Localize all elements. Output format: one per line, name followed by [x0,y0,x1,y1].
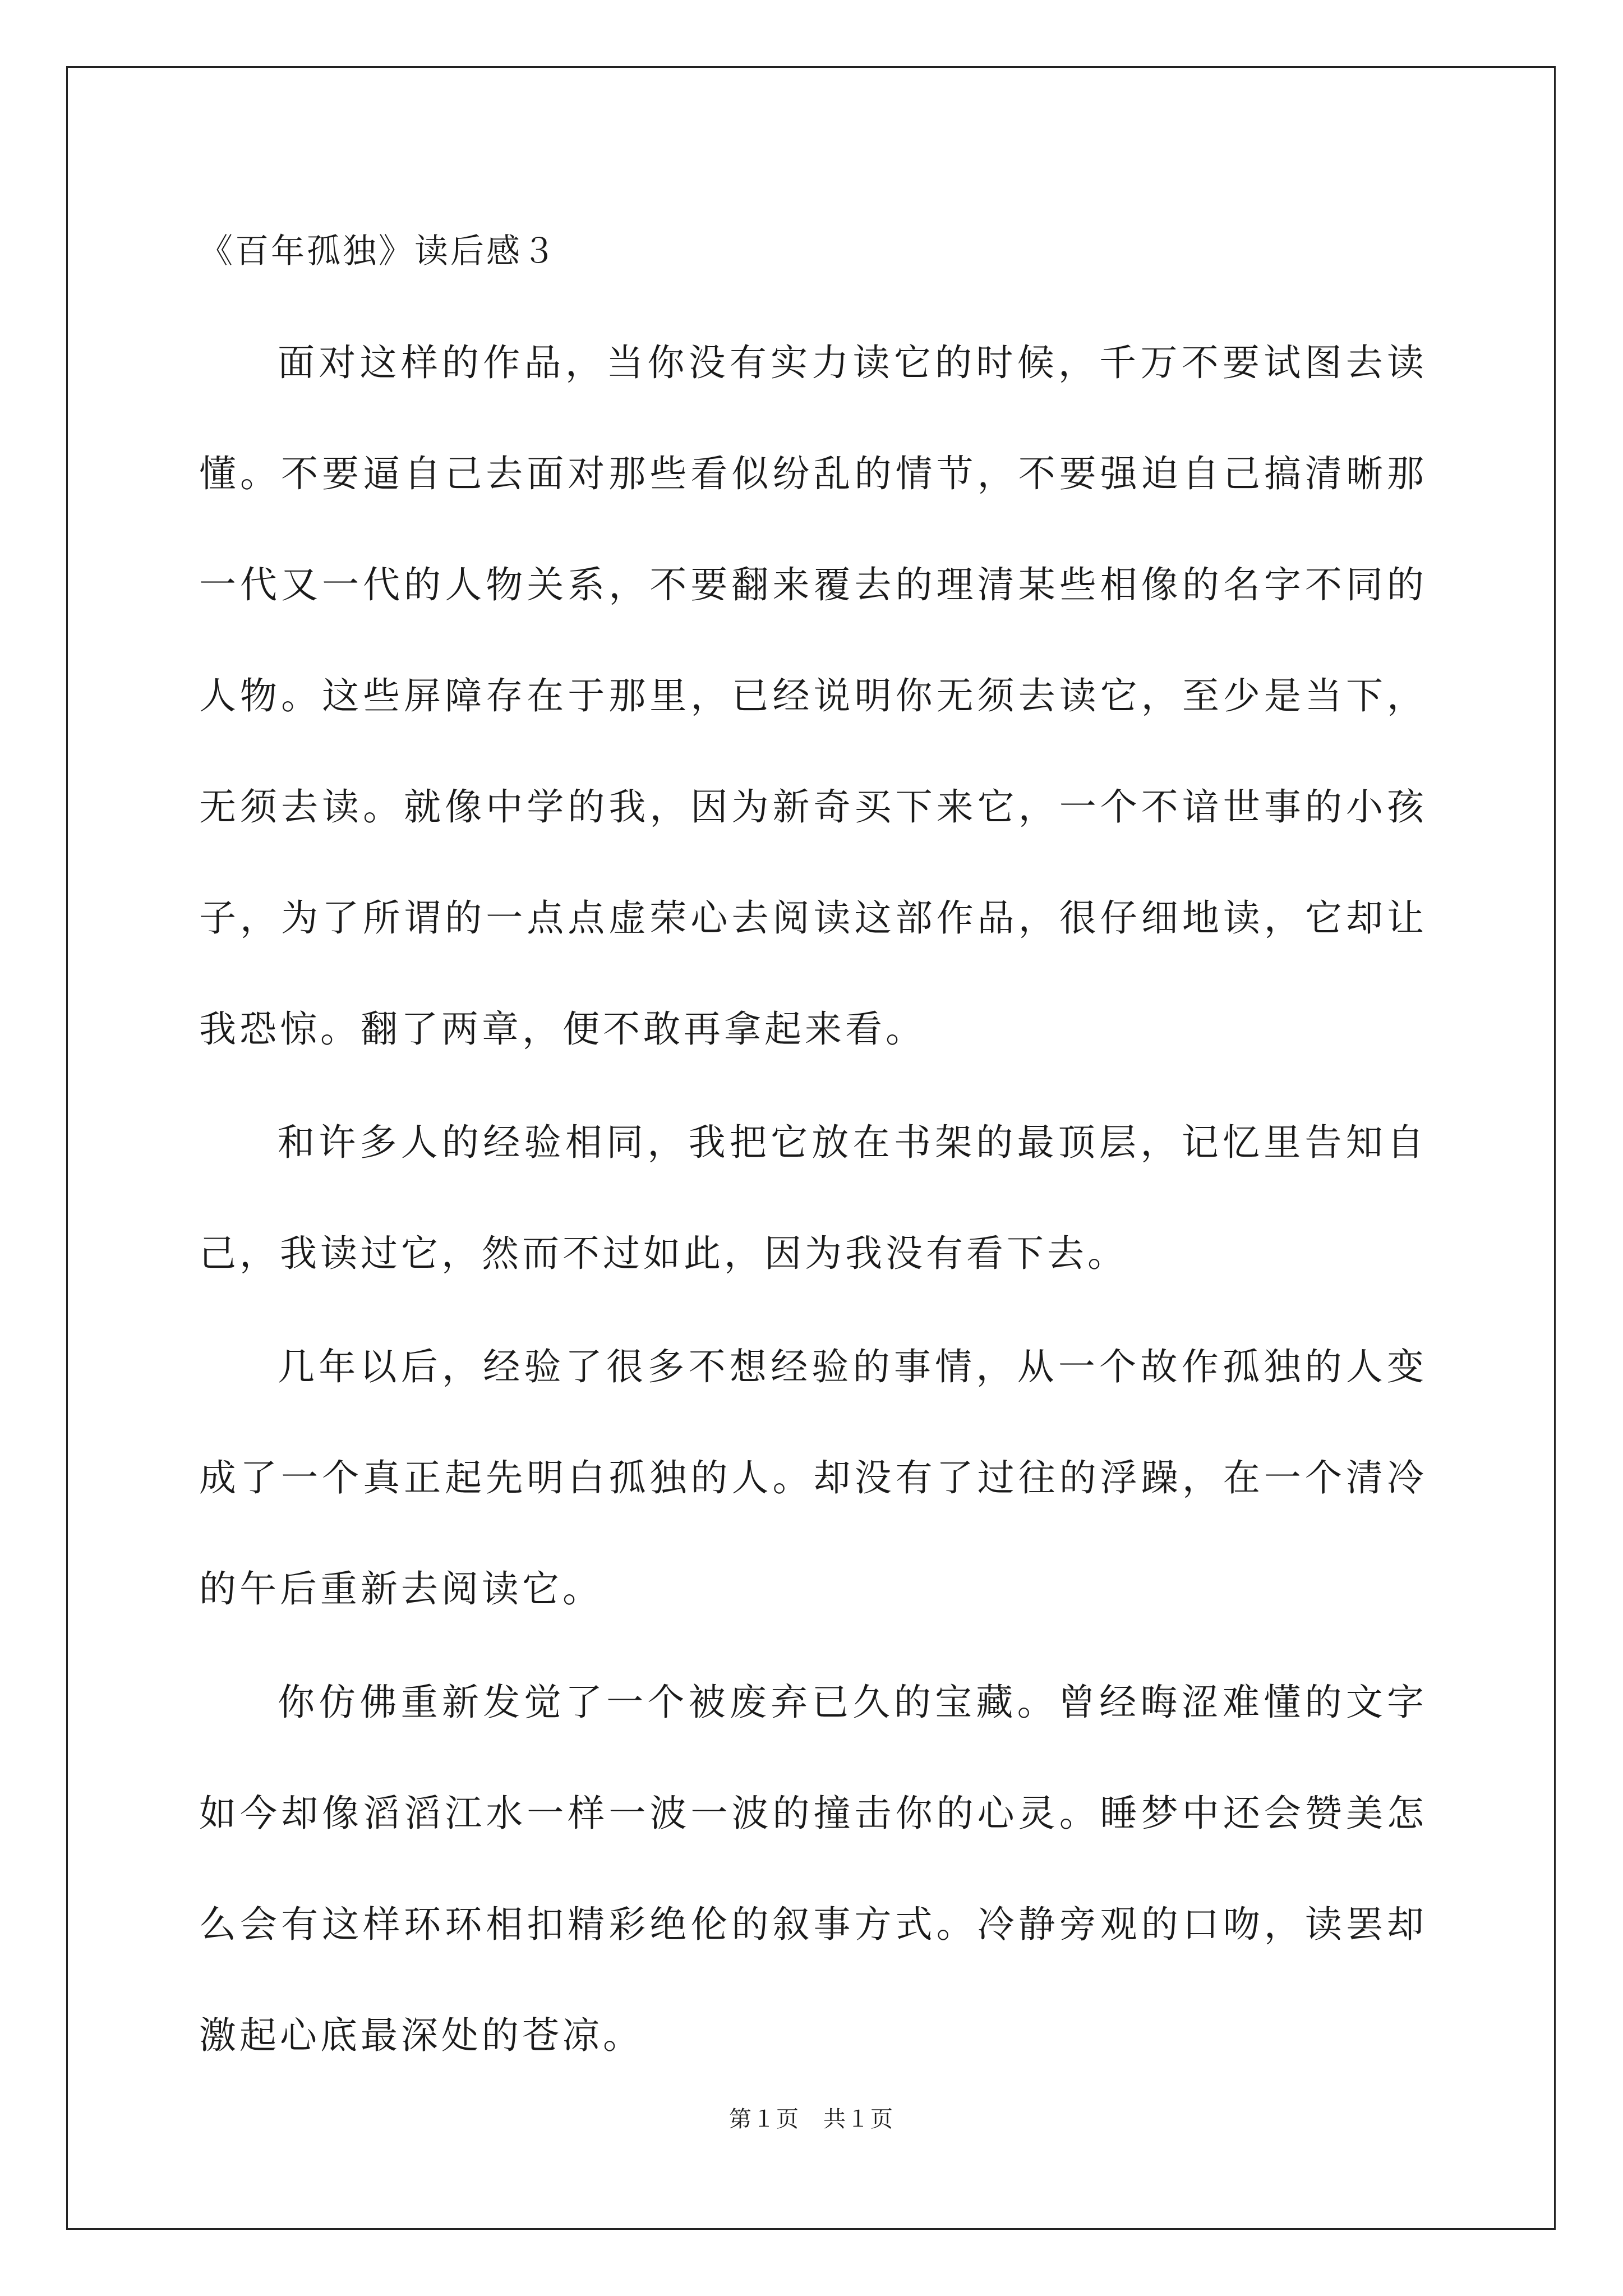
paragraph-4: 你仿佛重新发觉了一个被废弃已久的宝藏。曾经晦涩难懂的文字如今却像滔滔江水一样一波一波的撞击你的心灵。睡梦中还会赞美怎么会有这样环环相扣精彩绝伦的叙事方式。冷静旁观的口吻，读罢却激起心底最深处的苍凉。 [199,1681,1427,2057]
paragraph-3: 几年以后，经验了很多不想经验的事情，从一个故作孤独的人变成了一个真正起先明白孤独的人。却没有了过往的浮躁，在一个清冷的午后重新去阅读它。 [199,1345,1427,1611]
paragraph-2: 和许多人的经验相同，我把它放在书架的最顶层，记忆里告知自己，我读过它，然而不过如此，因为我没有看下去。 [199,1121,1427,1275]
paragraph-1: 面对这样的作品，当你没有实力读它的时候，千万不要试图去读懂。不要逼自己去面对那些看似纷乱的情节，不要强迫自己搞清晰那一代又一代的人物关系，不要翻来覆去的理清某些相像的名字不同的人物。这些屏障存在于那里，已经说明你无须去读它，至少是当下，无须去读。就像中学的我，因为新奇买下来它，一个不谙世事的小孩子，为了所谓的一点点虚荣心去阅读这部作品，很仔细地读，它却让我恐惊。翻了两章，便不敢再拿起来看。 [199,341,1427,1051]
page-number-footer: 第１页 共１页 [729,2106,894,2132]
document-title: 《百年孤独》读后感３ [199,232,558,271]
document-body [199,218,1427,2093]
